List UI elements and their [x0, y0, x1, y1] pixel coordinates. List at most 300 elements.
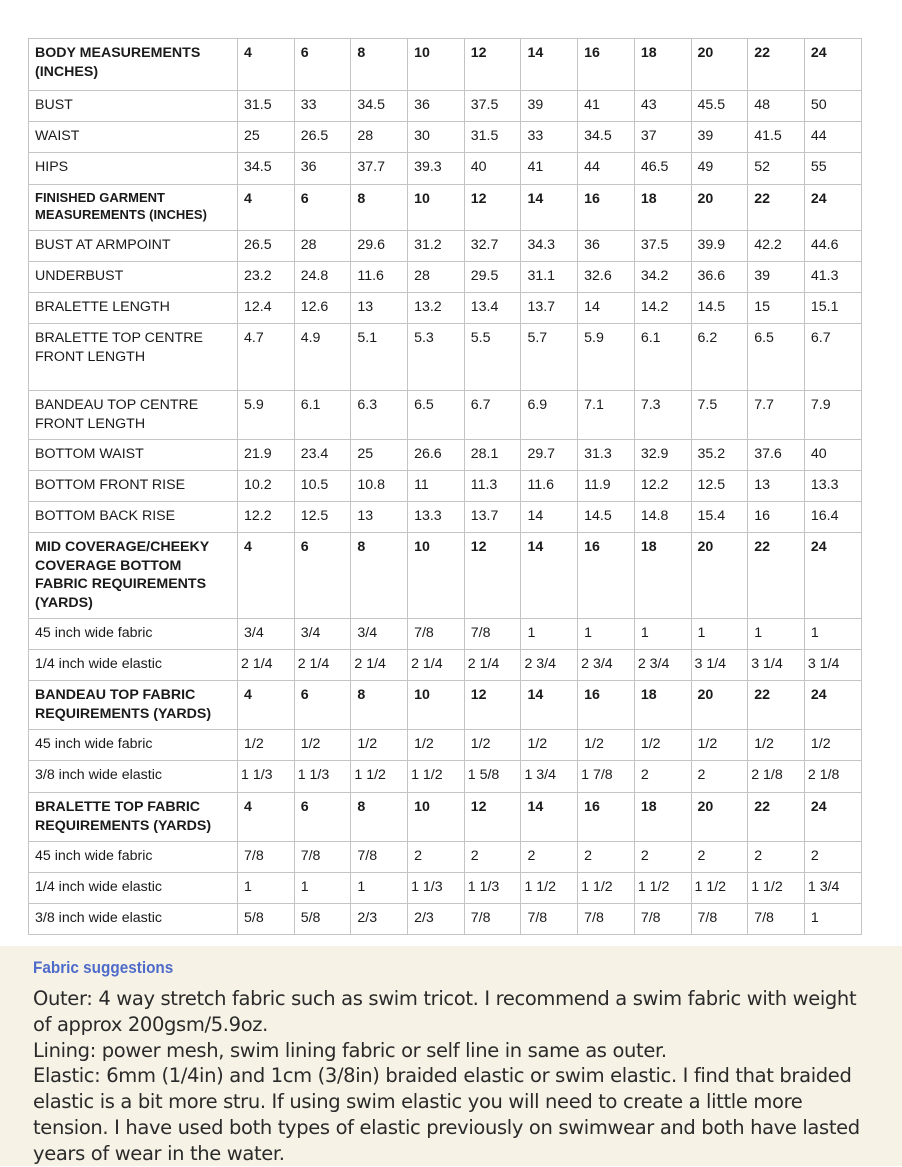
cell-size-18: 37.5 [634, 231, 691, 262]
row-label: BOTTOM FRONT RISE [29, 471, 238, 502]
cell-size-22: 22 [748, 39, 805, 91]
cell-size-18: 2 3/4 [634, 650, 691, 681]
cell-size-14: 29.7 [521, 440, 578, 471]
cell-size-20: 3 1/4 [691, 650, 748, 681]
fabric-suggestions-title: Fabric suggestions [33, 958, 174, 977]
size-chart-row [29, 391, 862, 440]
cell-size-4: 21.9 [238, 440, 295, 471]
cell-size-18: 34.2 [634, 262, 691, 293]
cell-size-20: 20 [691, 185, 748, 231]
cell-size-4: 5.9 [238, 391, 295, 440]
size-chart-row [29, 650, 862, 681]
cell-size-18: 6.1 [634, 324, 691, 391]
size-chart-row [29, 619, 862, 650]
cell-size-24: 13.3 [804, 471, 861, 502]
cell-size-16: 16 [578, 681, 635, 730]
cell-size-12: 6.7 [464, 391, 521, 440]
cell-size-4: 23.2 [238, 262, 295, 293]
cell-size-24: 24 [804, 681, 861, 730]
cell-size-4: 25 [238, 122, 295, 153]
cell-size-10: 6.5 [408, 391, 465, 440]
size-chart-section-header-row [29, 681, 862, 730]
cell-size-10: 5.3 [408, 324, 465, 391]
cell-size-22: 2 1/8 [748, 761, 805, 793]
cell-size-20: 7.5 [691, 391, 748, 440]
cell-size-14: 5.7 [521, 324, 578, 391]
cell-size-20: 45.5 [691, 91, 748, 122]
cell-size-12: 12 [464, 185, 521, 231]
size-chart-row [29, 842, 862, 873]
cell-size-10: 10 [408, 681, 465, 730]
cell-size-16: 7/8 [578, 904, 635, 935]
size-chart-table [28, 38, 862, 935]
cell-size-20: 20 [691, 533, 748, 619]
cell-size-4: 31.5 [238, 91, 295, 122]
row-label: WAIST [29, 122, 238, 153]
cell-size-22: 16 [748, 502, 805, 533]
cell-size-16: 5.9 [578, 324, 635, 391]
cell-size-22: 41.5 [748, 122, 805, 153]
cell-size-10: 1 1/3 [408, 873, 465, 904]
cell-size-16: 44 [578, 153, 635, 185]
size-chart-row [29, 293, 862, 324]
cell-size-14: 14 [521, 681, 578, 730]
cell-size-10: 10 [408, 793, 465, 842]
cell-size-24: 24 [804, 793, 861, 842]
cell-size-10: 28 [408, 262, 465, 293]
cell-size-4: 4 [238, 185, 295, 231]
cell-size-20: 6.2 [691, 324, 748, 391]
cell-size-14: 14 [521, 793, 578, 842]
cell-size-10: 26.6 [408, 440, 465, 471]
cell-size-24: 2 1/8 [804, 761, 861, 793]
cell-size-12: 12 [464, 39, 521, 91]
cell-size-8: 34.5 [351, 91, 408, 122]
cell-size-18: 18 [634, 681, 691, 730]
cell-size-6: 1 1/3 [294, 761, 351, 793]
cell-size-12: 12 [464, 681, 521, 730]
cell-size-10: 13.3 [408, 502, 465, 533]
cell-size-12: 40 [464, 153, 521, 185]
cell-size-22: 1/2 [748, 730, 805, 761]
cell-size-4: 34.5 [238, 153, 295, 185]
cell-size-22: 22 [748, 533, 805, 619]
cell-size-14: 41 [521, 153, 578, 185]
cell-size-12: 5.5 [464, 324, 521, 391]
cell-size-4: 5/8 [238, 904, 295, 935]
cell-size-14: 1/2 [521, 730, 578, 761]
cell-size-24: 3 1/4 [804, 650, 861, 681]
cell-size-14: 34.3 [521, 231, 578, 262]
cell-size-4: 1 1/3 [238, 761, 295, 793]
size-chart-row [29, 231, 862, 262]
cell-size-12: 12 [464, 533, 521, 619]
cell-size-4: 4 [238, 533, 295, 619]
row-label: 1/4 inch wide elastic [29, 650, 238, 681]
cell-size-20: 1 1/2 [691, 873, 748, 904]
cell-size-22: 15 [748, 293, 805, 324]
cell-size-20: 39 [691, 122, 748, 153]
cell-size-24: 24 [804, 185, 861, 231]
cell-size-10: 31.2 [408, 231, 465, 262]
cell-size-6: 6 [294, 793, 351, 842]
cell-size-22: 13 [748, 471, 805, 502]
cell-size-10: 13.2 [408, 293, 465, 324]
cell-size-6: 6 [294, 681, 351, 730]
cell-size-24: 1 [804, 904, 861, 935]
fabric-suggestions-panel [0, 946, 902, 1166]
size-chart-row [29, 904, 862, 935]
cell-size-12: 13.4 [464, 293, 521, 324]
row-label: BUST [29, 91, 238, 122]
cell-size-18: 46.5 [634, 153, 691, 185]
cell-size-6: 12.5 [294, 502, 351, 533]
cell-size-20: 20 [691, 681, 748, 730]
cell-size-22: 22 [748, 793, 805, 842]
cell-size-4: 4.7 [238, 324, 295, 391]
cell-size-16: 16 [578, 39, 635, 91]
cell-size-20: 2 [691, 761, 748, 793]
cell-size-12: 12 [464, 793, 521, 842]
cell-size-10: 39.3 [408, 153, 465, 185]
cell-size-18: 2 [634, 761, 691, 793]
cell-size-18: 12.2 [634, 471, 691, 502]
cell-size-20: 49 [691, 153, 748, 185]
cell-size-4: 1 [238, 873, 295, 904]
size-chart-row [29, 262, 862, 293]
cell-size-24: 6.7 [804, 324, 861, 391]
cell-size-8: 29.6 [351, 231, 408, 262]
cell-size-16: 16 [578, 185, 635, 231]
cell-size-20: 2 [691, 842, 748, 873]
cell-size-4: 4 [238, 39, 295, 91]
cell-size-8: 1 1/2 [351, 761, 408, 793]
cell-size-18: 1/2 [634, 730, 691, 761]
cell-size-20: 20 [691, 793, 748, 842]
cell-size-12: 29.5 [464, 262, 521, 293]
cell-size-24: 50 [804, 91, 861, 122]
cell-size-16: 1 [578, 619, 635, 650]
cell-size-24: 44 [804, 122, 861, 153]
size-chart-section-header-row [29, 533, 862, 619]
cell-size-4: 7/8 [238, 842, 295, 873]
cell-size-8: 7/8 [351, 842, 408, 873]
cell-size-8: 10.8 [351, 471, 408, 502]
cell-size-8: 8 [351, 533, 408, 619]
cell-size-6: 23.4 [294, 440, 351, 471]
cell-size-6: 5/8 [294, 904, 351, 935]
cell-size-14: 14 [521, 39, 578, 91]
cell-size-20: 36.6 [691, 262, 748, 293]
cell-size-14: 6.9 [521, 391, 578, 440]
cell-size-6: 1/2 [294, 730, 351, 761]
cell-size-12: 2 1/4 [464, 650, 521, 681]
cell-size-4: 4 [238, 681, 295, 730]
cell-size-22: 1 1/2 [748, 873, 805, 904]
cell-size-12: 7/8 [464, 904, 521, 935]
cell-size-12: 13.7 [464, 502, 521, 533]
size-chart-row [29, 91, 862, 122]
cell-size-14: 14 [521, 502, 578, 533]
cell-size-24: 44.6 [804, 231, 861, 262]
cell-size-22: 22 [748, 681, 805, 730]
cell-size-4: 26.5 [238, 231, 295, 262]
row-label: BRALETTE TOP FABRIC REQUIREMENTS (YARDS) [29, 793, 238, 842]
cell-size-24: 24 [804, 533, 861, 619]
cell-size-24: 24 [804, 39, 861, 91]
cell-size-10: 7/8 [408, 619, 465, 650]
cell-size-6: 4.9 [294, 324, 351, 391]
cell-size-24: 7.9 [804, 391, 861, 440]
cell-size-20: 20 [691, 39, 748, 91]
cell-size-16: 41 [578, 91, 635, 122]
cell-size-24: 16.4 [804, 502, 861, 533]
cell-size-14: 1 [521, 619, 578, 650]
row-label: BOTTOM BACK RISE [29, 502, 238, 533]
size-chart-row [29, 502, 862, 533]
cell-size-8: 8 [351, 793, 408, 842]
row-label: BRALETTE LENGTH [29, 293, 238, 324]
cell-size-14: 14 [521, 185, 578, 231]
cell-size-14: 14 [521, 533, 578, 619]
cell-size-4: 2 1/4 [238, 650, 295, 681]
cell-size-16: 11.9 [578, 471, 635, 502]
cell-size-24: 1 [804, 619, 861, 650]
row-label: 45 inch wide fabric [29, 619, 238, 650]
cell-size-8: 5.1 [351, 324, 408, 391]
cell-size-20: 7/8 [691, 904, 748, 935]
cell-size-10: 10 [408, 39, 465, 91]
cell-size-16: 14.5 [578, 502, 635, 533]
size-chart [28, 38, 861, 935]
cell-size-22: 22 [748, 185, 805, 231]
cell-size-24: 15.1 [804, 293, 861, 324]
cell-size-24: 1/2 [804, 730, 861, 761]
cell-size-22: 3 1/4 [748, 650, 805, 681]
cell-size-24: 41.3 [804, 262, 861, 293]
cell-size-6: 26.5 [294, 122, 351, 153]
row-label: BANDEAU TOP FABRIC REQUIREMENTS (YARDS) [29, 681, 238, 730]
cell-size-12: 31.5 [464, 122, 521, 153]
cell-size-16: 7.1 [578, 391, 635, 440]
row-label: BRALETTE TOP CENTRE FRONT LENGTH [29, 324, 238, 391]
cell-size-20: 39.9 [691, 231, 748, 262]
cell-size-8: 13 [351, 502, 408, 533]
cell-size-18: 1 1/2 [634, 873, 691, 904]
cell-size-20: 14.5 [691, 293, 748, 324]
cell-size-22: 6.5 [748, 324, 805, 391]
cell-size-6: 6 [294, 39, 351, 91]
size-chart-row [29, 761, 862, 793]
cell-size-20: 1 [691, 619, 748, 650]
cell-size-8: 28 [351, 122, 408, 153]
cell-size-8: 11.6 [351, 262, 408, 293]
row-label: FINISHED GARMENT MEASUREMENTS (INCHES) [29, 185, 238, 231]
cell-size-22: 2 [748, 842, 805, 873]
cell-size-10: 11 [408, 471, 465, 502]
cell-size-10: 36 [408, 91, 465, 122]
cell-size-22: 7.7 [748, 391, 805, 440]
cell-size-16: 36 [578, 231, 635, 262]
cell-size-16: 1 1/2 [578, 873, 635, 904]
cell-size-8: 2/3 [351, 904, 408, 935]
cell-size-16: 32.6 [578, 262, 635, 293]
cell-size-20: 35.2 [691, 440, 748, 471]
cell-size-6: 6 [294, 185, 351, 231]
cell-size-6: 36 [294, 153, 351, 185]
size-chart-section-header-row [29, 793, 862, 842]
cell-size-8: 1/2 [351, 730, 408, 761]
cell-size-4: 10.2 [238, 471, 295, 502]
cell-size-16: 2 [578, 842, 635, 873]
cell-size-6: 33 [294, 91, 351, 122]
cell-size-12: 11.3 [464, 471, 521, 502]
cell-size-18: 18 [634, 39, 691, 91]
cell-size-20: 15.4 [691, 502, 748, 533]
cell-size-6: 2 1/4 [294, 650, 351, 681]
row-label: BOTTOM WAIST [29, 440, 238, 471]
cell-size-14: 39 [521, 91, 578, 122]
cell-size-14: 2 [521, 842, 578, 873]
cell-size-6: 7/8 [294, 842, 351, 873]
cell-size-12: 1/2 [464, 730, 521, 761]
row-label: 45 inch wide fabric [29, 842, 238, 873]
cell-size-8: 8 [351, 681, 408, 730]
cell-size-20: 1/2 [691, 730, 748, 761]
cell-size-14: 1 3/4 [521, 761, 578, 793]
row-label: MID COVERAGE/CHEEKY COVERAGE BOTTOM FABRIC REQUIREMENTS (YARDS) [29, 533, 238, 619]
cell-size-16: 16 [578, 533, 635, 619]
cell-size-18: 14.2 [634, 293, 691, 324]
cell-size-18: 43 [634, 91, 691, 122]
cell-size-18: 2 [634, 842, 691, 873]
cell-size-22: 39 [748, 262, 805, 293]
cell-size-10: 10 [408, 185, 465, 231]
size-chart-row [29, 730, 862, 761]
cell-size-8: 8 [351, 185, 408, 231]
size-chart-row [29, 153, 862, 185]
cell-size-12: 2 [464, 842, 521, 873]
cell-size-8: 6.3 [351, 391, 408, 440]
row-label: BUST AT ARMPOINT [29, 231, 238, 262]
cell-size-10: 1 1/2 [408, 761, 465, 793]
fabric-suggestion-outer: Outer: 4 way stretch fabric such as swim tricot. I recommend a swim fabric with weight of approx 200gsm/5.9oz. [33, 987, 857, 1036]
cell-size-12: 1 1/3 [464, 873, 521, 904]
row-label: UNDERBUST [29, 262, 238, 293]
cell-size-8: 13 [351, 293, 408, 324]
cell-size-22: 42.2 [748, 231, 805, 262]
cell-size-18: 7.3 [634, 391, 691, 440]
cell-size-18: 32.9 [634, 440, 691, 471]
cell-size-8: 8 [351, 39, 408, 91]
cell-size-14: 33 [521, 122, 578, 153]
cell-size-20: 12.5 [691, 471, 748, 502]
cell-size-24: 1 3/4 [804, 873, 861, 904]
cell-size-10: 1/2 [408, 730, 465, 761]
cell-size-18: 7/8 [634, 904, 691, 935]
row-label: BODY MEASUREMENTS (INCHES) [29, 39, 238, 91]
cell-size-18: 18 [634, 793, 691, 842]
cell-size-6: 6 [294, 533, 351, 619]
cell-size-22: 7/8 [748, 904, 805, 935]
cell-size-8: 2 1/4 [351, 650, 408, 681]
row-label: 3/8 inch wide elastic [29, 761, 238, 793]
size-chart-section-header-row [29, 39, 862, 91]
cell-size-10: 2/3 [408, 904, 465, 935]
size-chart-row [29, 122, 862, 153]
cell-size-10: 30 [408, 122, 465, 153]
row-label: 3/8 inch wide elastic [29, 904, 238, 935]
cell-size-6: 24.8 [294, 262, 351, 293]
cell-size-10: 2 [408, 842, 465, 873]
fabric-suggestions-body [33, 986, 863, 1167]
cell-size-24: 40 [804, 440, 861, 471]
cell-size-12: 28.1 [464, 440, 521, 471]
cell-size-4: 1/2 [238, 730, 295, 761]
cell-size-4: 3/4 [238, 619, 295, 650]
cell-size-14: 13.7 [521, 293, 578, 324]
cell-size-6: 6.1 [294, 391, 351, 440]
row-label: HIPS [29, 153, 238, 185]
cell-size-6: 10.5 [294, 471, 351, 502]
fabric-suggestion-elastic: Elastic: 6mm (1/4in) and 1cm (3/8in) braided elastic or swim elastic. I find that braided elastic is a bit more stru. If using swim elastic you will need to create a little more tension. I have used both types of elastic previously on swimwear and both have lasted years of wear in the water. [33, 1064, 860, 1165]
cell-size-14: 7/8 [521, 904, 578, 935]
cell-size-24: 2 [804, 842, 861, 873]
row-label: BANDEAU TOP CENTRE FRONT LENGTH [29, 391, 238, 440]
cell-size-6: 1 [294, 873, 351, 904]
cell-size-16: 16 [578, 793, 635, 842]
cell-size-8: 1 [351, 873, 408, 904]
cell-size-22: 48 [748, 91, 805, 122]
cell-size-6: 12.6 [294, 293, 351, 324]
cell-size-8: 25 [351, 440, 408, 471]
cell-size-4: 12.4 [238, 293, 295, 324]
cell-size-18: 18 [634, 533, 691, 619]
cell-size-16: 34.5 [578, 122, 635, 153]
row-label: 1/4 inch wide elastic [29, 873, 238, 904]
size-chart-row [29, 873, 862, 904]
cell-size-16: 1 7/8 [578, 761, 635, 793]
cell-size-18: 18 [634, 185, 691, 231]
fabric-suggestion-lining: Lining: power mesh, swim lining fabric or self line in same as outer. [33, 1038, 667, 1062]
cell-size-16: 1/2 [578, 730, 635, 761]
cell-size-12: 32.7 [464, 231, 521, 262]
cell-size-12: 37.5 [464, 91, 521, 122]
cell-size-16: 2 3/4 [578, 650, 635, 681]
cell-size-24: 55 [804, 153, 861, 185]
cell-size-12: 7/8 [464, 619, 521, 650]
cell-size-14: 1 1/2 [521, 873, 578, 904]
cell-size-14: 31.1 [521, 262, 578, 293]
cell-size-10: 2 1/4 [408, 650, 465, 681]
size-chart-body [29, 39, 862, 935]
cell-size-14: 11.6 [521, 471, 578, 502]
cell-size-16: 14 [578, 293, 635, 324]
cell-size-4: 12.2 [238, 502, 295, 533]
cell-size-22: 1 [748, 619, 805, 650]
cell-size-18: 37 [634, 122, 691, 153]
cell-size-8: 37.7 [351, 153, 408, 185]
size-chart-row [29, 471, 862, 502]
row-label: 45 inch wide fabric [29, 730, 238, 761]
cell-size-4: 4 [238, 793, 295, 842]
size-chart-section-header-row [29, 185, 862, 231]
cell-size-18: 14.8 [634, 502, 691, 533]
cell-size-18: 1 [634, 619, 691, 650]
size-chart-row [29, 324, 862, 391]
cell-size-10: 10 [408, 533, 465, 619]
cell-size-22: 37.6 [748, 440, 805, 471]
